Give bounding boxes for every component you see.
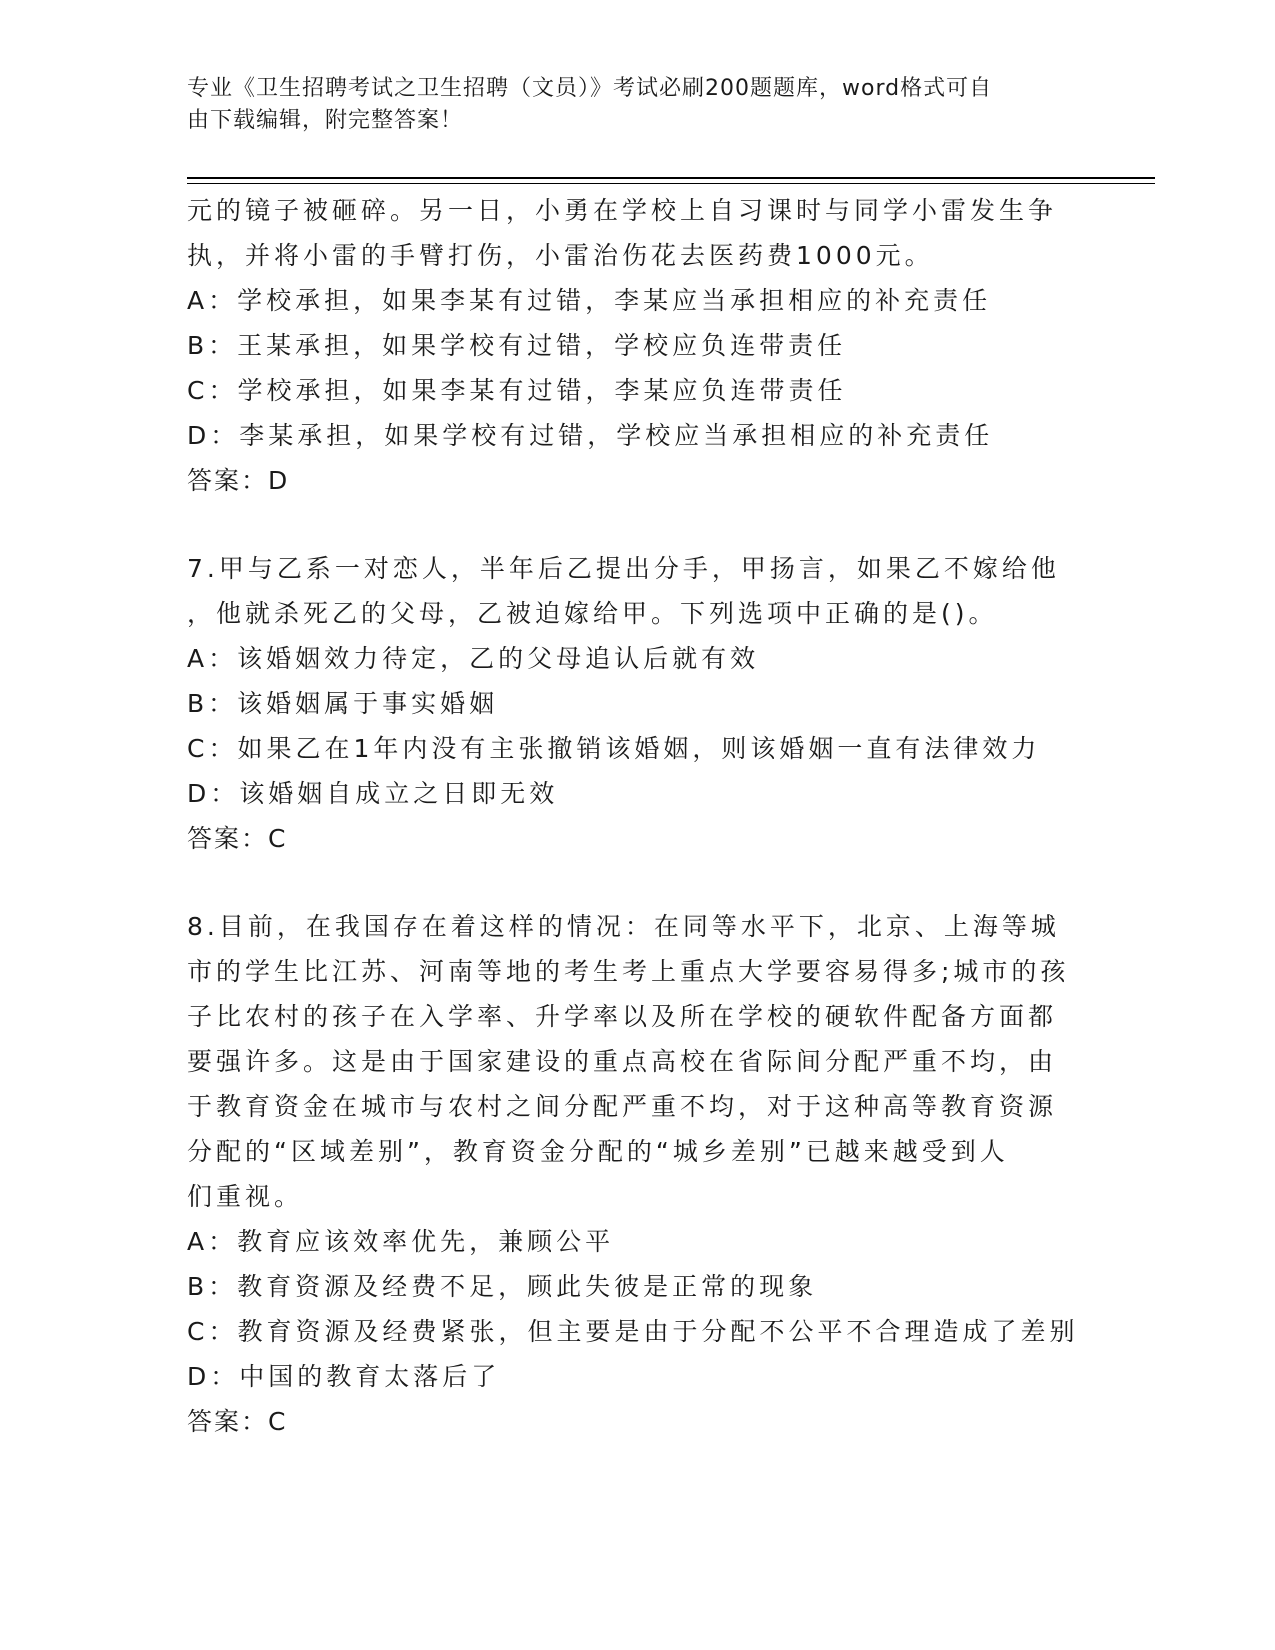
question-stem-line: 要强许多。这是由于国家建设的重点高校在省际间分配严重不均，由 — [187, 1047, 1058, 1076]
answer-label: 答案：C — [187, 824, 288, 853]
answer-label: 答案：C — [187, 1407, 288, 1436]
option-a: A：学校承担，如果李某有过错，李某应当承担相应的补充责任 — [187, 286, 992, 315]
header-line-1: 专业《卫生招聘考试之卫生招聘（文员）》考试必刷200题题库，word格式可自 — [187, 76, 993, 101]
question-stem-line: 子比农村的孩子在入学率、升学率以及所在学校的硬软件配备方面都 — [187, 1002, 1058, 1031]
header-divider-thin — [187, 183, 1155, 184]
option-b: B：该婚姻属于事实婚姻 — [187, 689, 499, 718]
document-body — [187, 188, 1087, 1444]
document-header — [187, 73, 1067, 137]
question-stem-line: 于教育资金在城市与农村之间分配严重不均，对于这种高等教育资源 — [187, 1092, 1058, 1121]
option-d: D：该婚姻自成立之日即无效 — [187, 779, 559, 808]
question-stem-line: 8.目前，在我国存在着这样的情况：在同等水平下，北京、上海等城 — [187, 912, 1060, 941]
spacer — [187, 861, 1087, 904]
header-divider-thick — [187, 177, 1155, 179]
option-a: A：该婚姻效力待定，乙的父母追认后就有效 — [187, 644, 760, 673]
option-c: C：学校承担，如果李某有过错，李某应负连带责任 — [187, 376, 847, 405]
question-stem-line: 市的学生比江苏、河南等地的考生考上重点大学要容易得多;城市的孩 — [187, 957, 1070, 986]
question-stem-line: 分配的“区域差别”，教育资金分配的“城乡差别”已越来越受到人 — [187, 1137, 1009, 1166]
answer-label: 答案：D — [187, 466, 290, 495]
option-d: D：中国的教育太落后了 — [187, 1362, 501, 1391]
question-stem-line: 元的镜子被砸碎。另一日，小勇在学校上自习课时与同学小雷发生争 — [187, 196, 1058, 225]
question-stem-line: ，他就杀死乙的父母，乙被迫嫁给甲。下列选项中正确的是()。 — [187, 599, 998, 628]
question-8 — [187, 904, 1087, 1444]
option-b: B：王某承担，如果学校有过错，学校应负连带责任 — [187, 331, 847, 360]
spacer — [187, 503, 1087, 546]
option-d: D：李某承担，如果学校有过错，学校应当承担相应的补充责任 — [187, 421, 994, 450]
option-c: C：如果乙在1年内没有主张撤销该婚姻，则该婚姻一直有法律效力 — [187, 734, 1041, 763]
question-6 — [187, 188, 1087, 503]
question-stem-line: 7.甲与乙系一对恋人，半年后乙提出分手，甲扬言，如果乙不嫁给他 — [187, 554, 1060, 583]
question-stem-line: 执，并将小雷的手臂打伤，小雷治伤花去医药费1000元。 — [187, 241, 934, 270]
question-stem-line: 们重视。 — [187, 1182, 304, 1211]
option-a: A：教育应该效率优先，兼顾公平 — [187, 1227, 615, 1256]
question-7 — [187, 546, 1087, 861]
option-c: C：教育资源及经费紧张，但主要是由于分配不公平不合理造成了差别 — [187, 1317, 1079, 1346]
header-line-2: 由下载编辑，附完整答案！ — [187, 108, 464, 133]
option-b: B：教育资源及经费不足，顾此失彼是正常的现象 — [187, 1272, 818, 1301]
